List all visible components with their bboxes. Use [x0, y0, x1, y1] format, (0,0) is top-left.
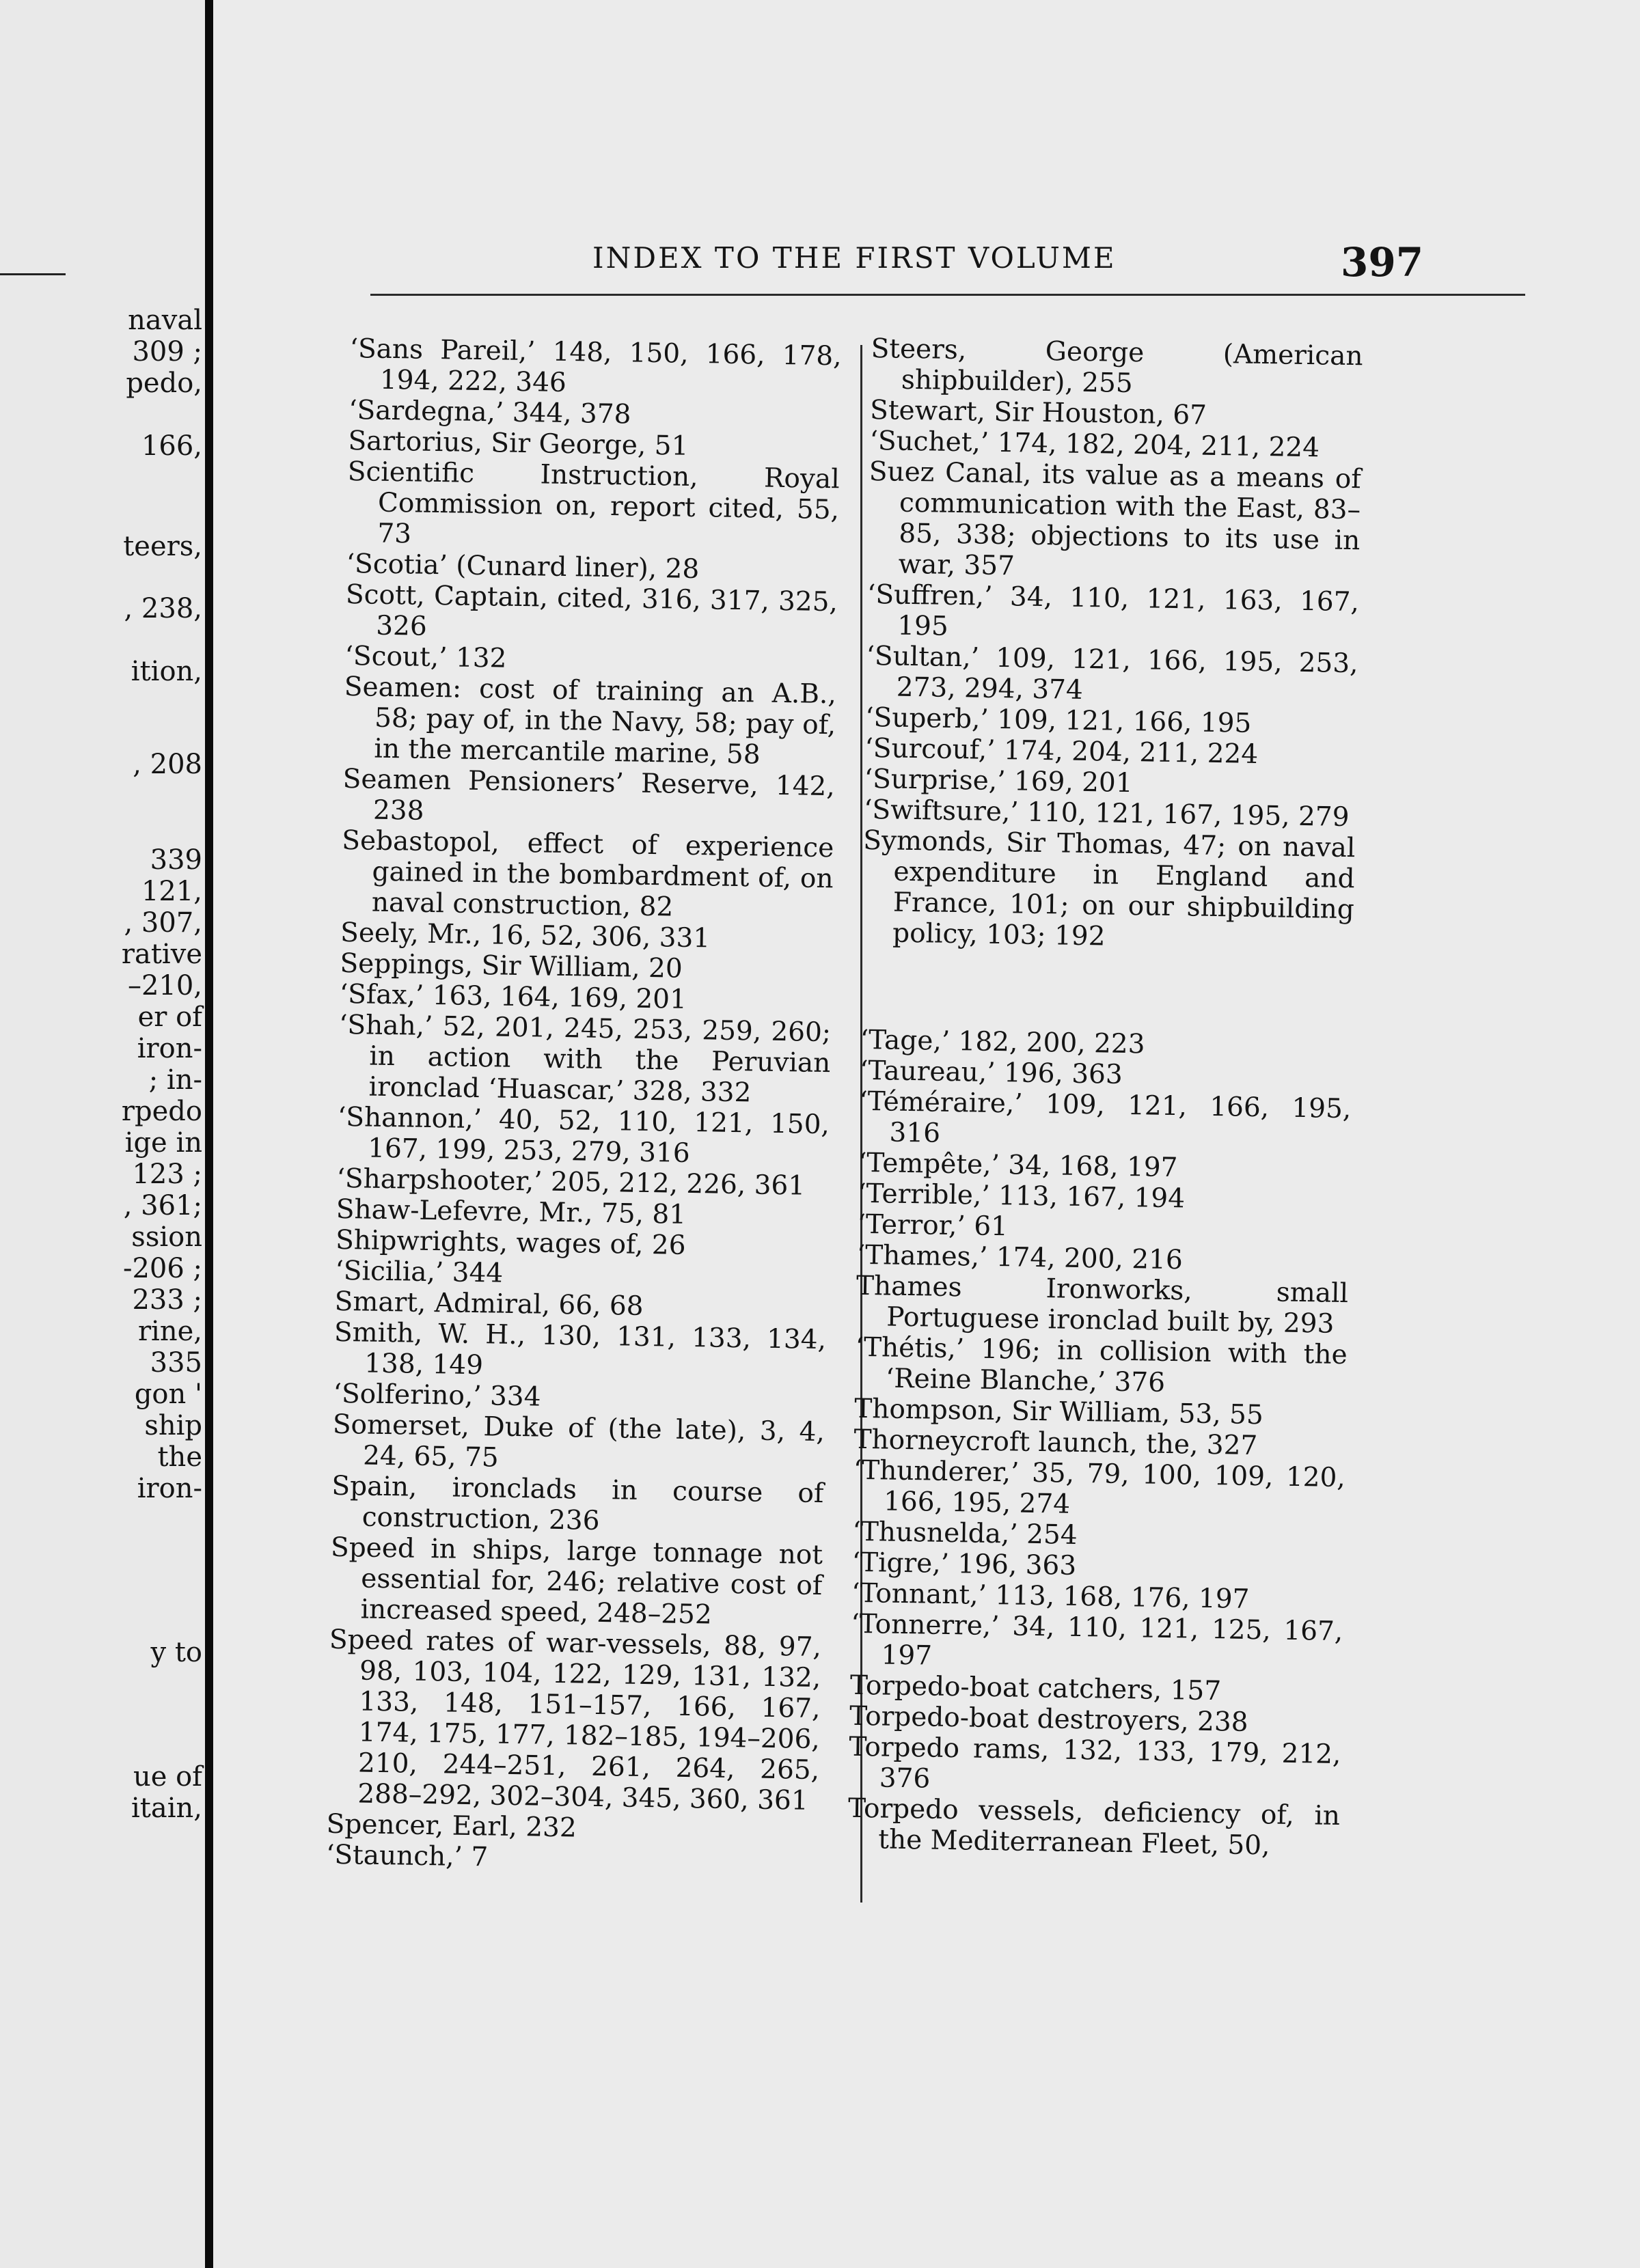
index-entry: ‘Tage,’ 182, 200, 223 — [860, 1024, 1145, 1060]
index-entry: Seely, Mr., 16, 52, 306, 331 — [340, 917, 711, 954]
index-entry: ‘Tonnant,’ 113, 168, 176, 197 — [851, 1577, 1250, 1615]
index-entry: Speed rates of war-vessels, 88, 97, 98, 103, 104, 122, 129, 131, 132, 133, 148, 151–157, 166, 167, 174, 175, 177, 182–185, 194–206, 210, 244–251, 261, 264, 265, 288–292, 302–304, 345, 360, 361 — [329, 1624, 822, 1816]
index-entry: ‘Surprise,’ 169, 201 — [864, 763, 1133, 799]
index-column-left — [326, 333, 842, 1878]
index-entry: Spencer, Earl, 232 — [326, 1808, 577, 1844]
facing-page-fragment: ition, — [131, 656, 202, 687]
index-entry: ‘Thétis,’ 196; in collision with the ‘Reine Blanche,’ 376 — [855, 1331, 1348, 1398]
index-entry: ‘Shah,’ 52, 201, 245, 253, 259, 260; in action with the Peruvian ironclad ‘Huascar,’ 328, 332 — [338, 1009, 832, 1109]
index-entry: ‘Suffren,’ 34, 110, 121, 163, 167, 195 — [866, 579, 1360, 642]
facing-page-fragment: ship — [144, 1410, 202, 1441]
index-entry: ‘Surcouf,’ 174, 204, 211, 224 — [864, 732, 1259, 770]
index-entry: Torpedo-boat catchers, 157 — [849, 1670, 1222, 1707]
running-head: INDEX TO THE FIRST VOLUME — [592, 241, 1117, 275]
index-entry: Seamen Pensioners’ Reserve, 142, 238 — [342, 763, 836, 827]
page-number: 397 — [1341, 239, 1424, 286]
facing-page-fragment: 123 ; — [132, 1159, 202, 1190]
index-entry: ‘Sardegna,’ 344, 378 — [348, 394, 631, 430]
facing-page-fragment: -206 ; — [122, 1253, 202, 1284]
index-entry: ‘Terrible,’ 113, 167, 194 — [857, 1178, 1186, 1215]
facing-page-fragment: ssion — [131, 1221, 202, 1253]
index-entry: Torpedo-boat destroyers, 238 — [849, 1700, 1248, 1738]
facing-page-fragment: ; in- — [148, 1064, 202, 1096]
index-entry: ‘Swiftsure,’ 110, 121, 167, 195, 279 — [863, 794, 1350, 833]
facing-page-fragment: , 208 — [133, 749, 202, 780]
facing-page-fragment: naval — [128, 305, 202, 336]
index-entry: ‘Tempête,’ 34, 168, 197 — [858, 1147, 1178, 1184]
index-entry: Spain, ironclads in course of construction, 236 — [331, 1470, 824, 1536]
facing-page-fragment: ue of — [133, 1761, 202, 1793]
index-entry: ‘Thames,’ 174, 200, 216 — [856, 1239, 1184, 1276]
letter-section-gap — [860, 948, 1354, 1032]
index-entry: Torpedo vessels, deficiency of, in the Mediterranean Fleet, 50, — [847, 1793, 1341, 1862]
facing-page-fragment: 233 ; — [132, 1284, 202, 1316]
facing-page-fragment: , 361; — [123, 1190, 202, 1221]
header-rule — [370, 294, 1525, 296]
index-entry: ‘Téméraire,’ 109, 121, 166, 195, 316 — [858, 1085, 1352, 1149]
index-entry: ‘Thusnelda,’ 254 — [852, 1516, 1078, 1551]
index-entry: Shaw-Lefevre, Mr., 75, 81 — [336, 1193, 687, 1230]
index-entry: ‘Scout,’ 132 — [344, 640, 507, 674]
facing-page-fragment: , 238, — [124, 593, 202, 624]
index-entry: ‘Tonnerre,’ 34, 110, 121, 125, 167, 197 — [850, 1608, 1343, 1672]
facing-page-fragment: pedo, — [126, 368, 202, 399]
index-entry: ‘Shannon,’ 40, 52, 110, 121, 150, 167, 199, 253, 279, 316 — [337, 1101, 830, 1169]
index-entry: ‘Sfax,’ 163, 164, 169, 201 — [339, 978, 687, 1015]
facing-page-fragment: rine, — [137, 1316, 202, 1347]
index-entry: ‘Thunderer,’ 35, 79, 100, 109, 120, 166, 195, 274 — [853, 1454, 1346, 1520]
index-entry: Scott, Captain, cited, 316, 317, 325, 326 — [345, 579, 838, 642]
index-entry: ‘Sultan,’ 109, 121, 166, 195, 253, 273, 294, 374 — [866, 640, 1358, 706]
index-entry: Steers, George (American shipbuilder), 255 — [871, 333, 1363, 400]
facing-page-fragment: er of — [137, 1001, 202, 1033]
index-entry: ‘Superb,’ 109, 121, 166, 195 — [864, 702, 1252, 739]
index-entry: Scientific Instruction, Royal Commission on, report cited, 55, 73 — [347, 456, 840, 550]
index-entry: ‘Solferino,’ 334 — [333, 1378, 541, 1413]
index-entry: ‘Staunch,’ 7 — [325, 1839, 489, 1873]
facing-page-fragment: rpedo — [121, 1096, 202, 1127]
facing-page-fragment: y to — [150, 1637, 202, 1668]
facing-page-fragment: ige in — [124, 1127, 202, 1159]
facing-page-fragment: 166, — [141, 430, 202, 462]
index-entry: ‘Suchet,’ 174, 182, 204, 211, 224 — [869, 425, 1320, 464]
index-column-right — [847, 333, 1363, 1862]
facing-page-fragment: gon ' — [134, 1379, 202, 1410]
facing-page-fragment: 309 ; — [132, 336, 202, 368]
facing-page-fragment: rative — [121, 939, 202, 970]
index-entry: Stewart, Sir Houston, 67 — [869, 394, 1207, 431]
index-entry: Thorneycroft launch, the, 327 — [853, 1424, 1258, 1462]
index-entry: ‘Scotia’ (Cunard liner), 28 — [346, 548, 700, 585]
index-entry: Suez Canal, its value as a means of communication with the East, 83–85, 338; objections to its use in war, 357 — [869, 456, 1362, 582]
facing-page-fragment: –210, — [127, 970, 202, 1001]
index-entry: Seppings, Sir William, 20 — [340, 948, 683, 984]
index-entry: Sartorius, Sir George, 51 — [348, 425, 689, 462]
facing-page-rule — [0, 273, 66, 275]
index-entry: Smart, Admiral, 66, 68 — [334, 1286, 644, 1322]
index-entry: Seamen: cost of training an A.B., 58; pay of, in the Navy, 58; pay of, in the mercantile marine, 58 — [344, 671, 837, 771]
index-entry: ‘Sicilia,’ 344 — [335, 1255, 504, 1289]
facing-page-fragment: 121, — [141, 876, 202, 907]
facing-page-fragment: iron- — [137, 1473, 202, 1504]
facing-page-fragment: the — [157, 1441, 202, 1473]
index-entry: ‘Sans Pareil,’ 148, 150, 166, 178, 194, 222, 346 — [349, 333, 842, 398]
index-entry: ‘Tigre,’ 196, 363 — [851, 1547, 1077, 1581]
index-page — [213, 0, 1640, 2268]
index-entry: Somerset, Duke of (the late), 3, 4, 24, 65, 75 — [332, 1409, 825, 1474]
index-entry: ‘Terror,’ 61 — [857, 1208, 1009, 1243]
index-entry: Smith, W. H., 130, 131, 133, 134, 138, 149 — [333, 1316, 827, 1381]
facing-page-fragment: 335 — [150, 1347, 202, 1379]
facing-page-fragment: iron- — [137, 1033, 202, 1064]
facing-page-fragment: 339 — [150, 844, 202, 876]
index-entry: ‘Sharpshooter,’ 205, 212, 226, 361 — [336, 1163, 806, 1202]
index-entry: Shipwrights, wages of, 26 — [335, 1224, 686, 1261]
index-entry: Torpedo rams, 132, 133, 179, 212, 376 — [849, 1731, 1341, 1795]
facing-page-fragment: , 307, — [124, 907, 202, 939]
index-entry: ‘Taureau,’ 196, 363 — [859, 1055, 1123, 1090]
facing-page-fragment: teers, — [123, 531, 202, 562]
index-entry: Symonds, Sir Thomas, 47; on naval expenditure in England and France, 101; on our shipbuilding policy, 103; 192 — [862, 825, 1356, 952]
index-entry: Thompson, Sir William, 53, 55 — [853, 1393, 1264, 1431]
index-entry: Sebastopol, effect of experience gained in the bombardment of, on naval construction, 82 — [341, 825, 834, 923]
index-entry: Speed in ships, large tonnage not essential for, 246; relative cost of increased speed, 248–252 — [330, 1532, 823, 1631]
facing-page-fragment: itain, — [131, 1793, 202, 1824]
facing-page-edge — [0, 0, 205, 2268]
index-entry: Thames Ironworks, small Portuguese ironclad built by, 293 — [856, 1270, 1349, 1340]
